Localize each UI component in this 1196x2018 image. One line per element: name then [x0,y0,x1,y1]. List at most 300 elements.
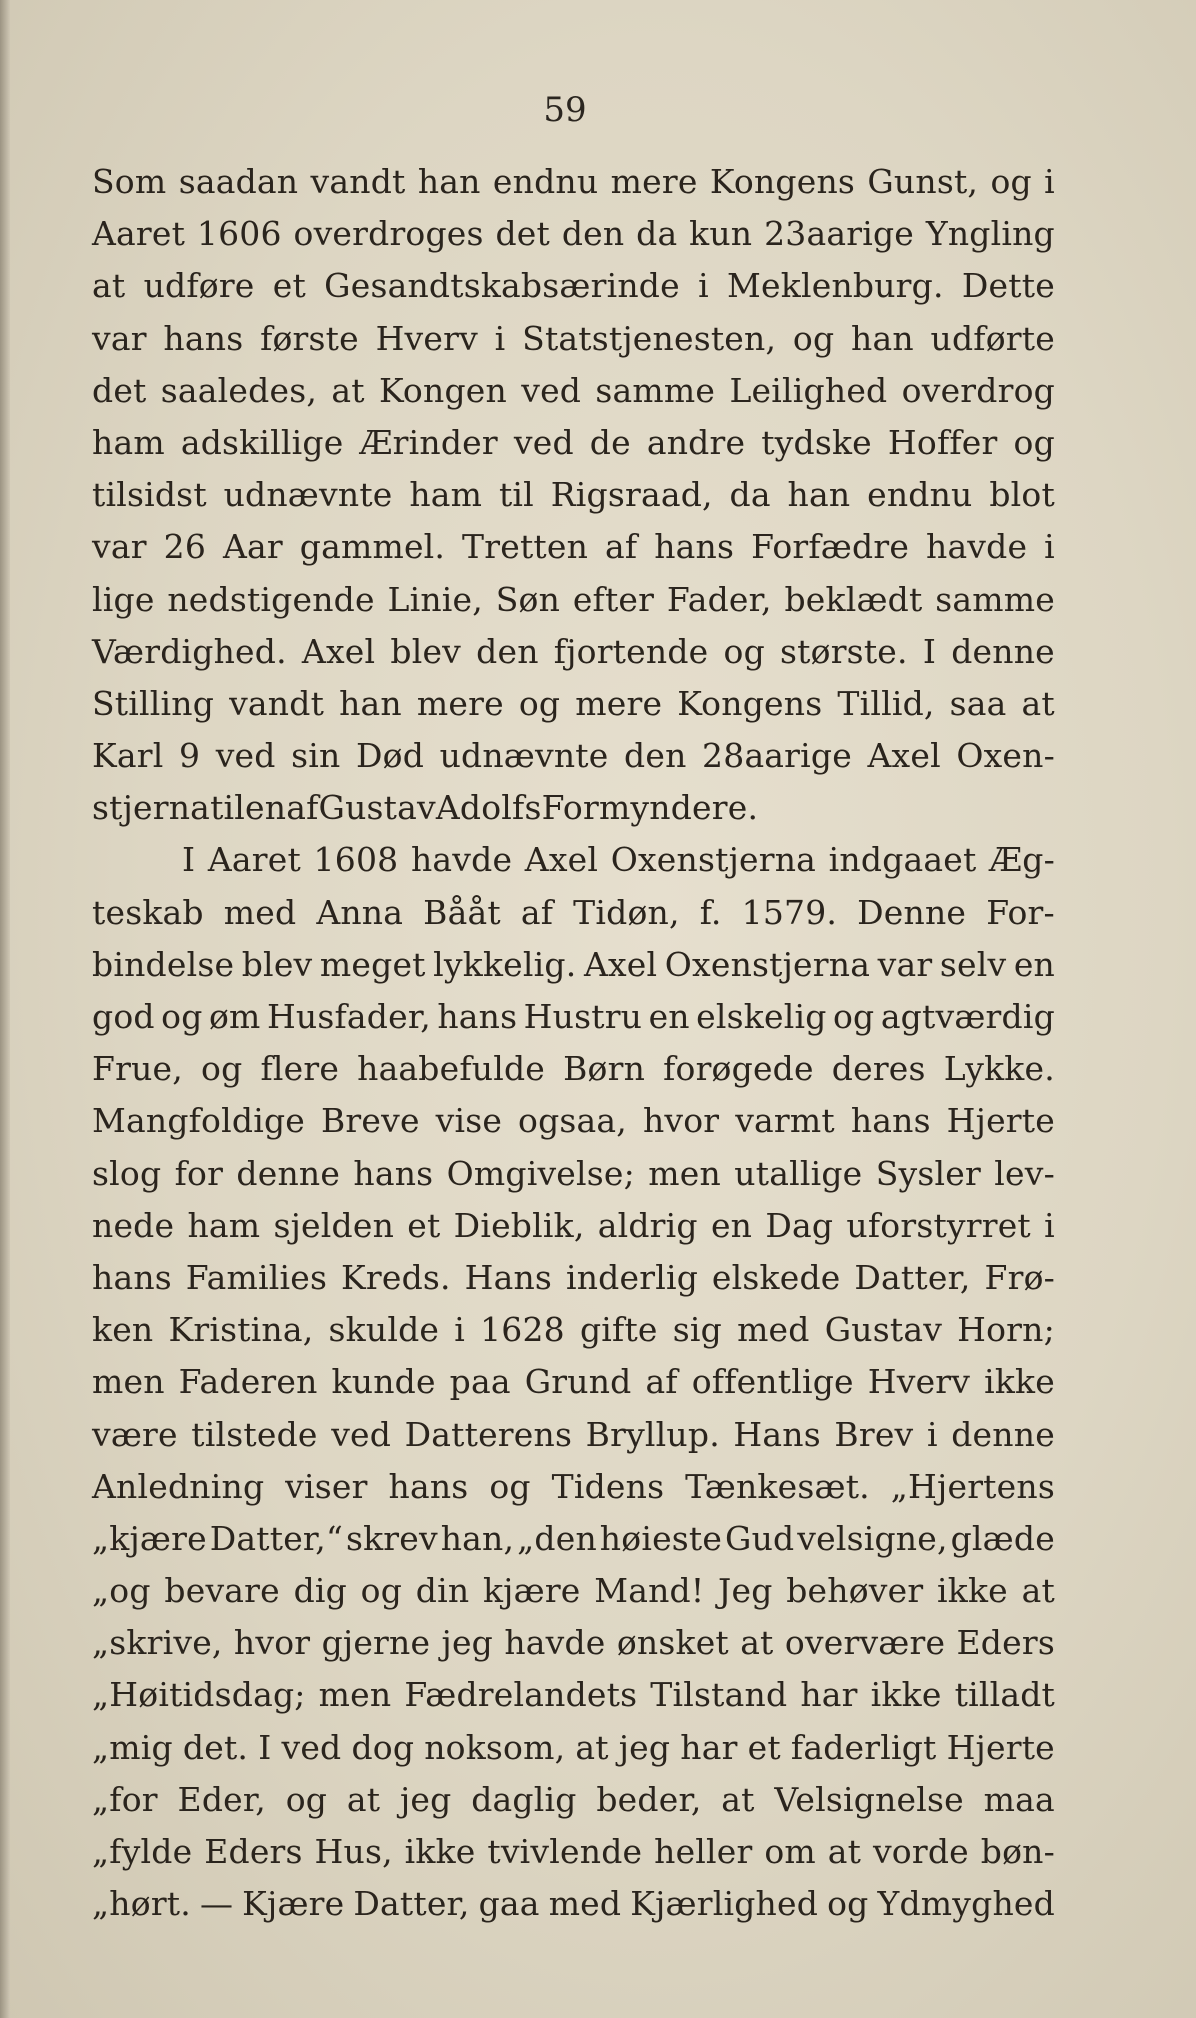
word: han [417,162,481,201]
word: at [1021,683,1055,723]
word: i [1044,162,1055,201]
word: 1628 [480,1310,565,1350]
word: ham [187,1205,261,1245]
word: slog [92,1153,162,1193]
word: faderligt [790,1727,937,1767]
word: og [161,997,203,1036]
word: han [851,318,914,358]
word: „for [92,1779,158,1819]
word: Statstjenesten, [522,318,777,358]
word: Værdighed. [92,631,287,671]
word: hans [850,1101,931,1141]
word: ved [281,1727,342,1767]
word: men [92,1362,165,1402]
word: efter [572,579,655,619]
word: Anna [316,892,404,932]
word: hans [163,318,244,358]
word: — [199,1884,234,1924]
word: at [1021,1571,1055,1611]
word: Dag [765,1205,834,1245]
word: og [518,683,561,723]
word: Gustav [824,1310,943,1350]
word: din [415,1571,470,1611]
word: med [548,1884,622,1924]
word: Aaret [207,840,301,880]
word: og [1013,422,1055,462]
word: Datter,“ [209,1518,344,1558]
word: han [339,683,402,723]
word: udførte [930,318,1055,358]
word: en [710,1205,753,1245]
word: ham [409,475,483,515]
word: at [346,1779,381,1819]
word: og [360,1571,403,1611]
word: Adolfs [435,788,542,828]
word: det [495,214,550,254]
word: i [1044,527,1055,567]
word: Axel [867,736,941,776]
word: I [182,840,196,880]
word: blev [390,631,462,671]
word: af [520,892,554,932]
word: hans [654,527,735,567]
word: inderlig [565,1257,699,1297]
text-line [92,1565,1055,1617]
word: jeg [399,1779,452,1819]
word: sin [291,736,341,776]
text-line [92,1409,1055,1461]
word: Eder, [177,1779,266,1819]
word: at [331,370,365,410]
word: vandt [310,162,406,201]
word: med [737,1310,810,1350]
word: 28aarige [702,736,852,776]
word: det. [182,1727,249,1767]
word: første [260,318,359,358]
text-line [92,1669,1055,1721]
word: ogsaa, [518,1101,627,1141]
page-number: 59 [543,90,587,130]
word: 1608 [313,840,399,880]
word: denne [951,631,1055,671]
word: elskede [711,1257,841,1297]
word: og [285,1779,328,1819]
word: beder, [596,1779,702,1819]
word: af [286,788,319,828]
word: at [575,1727,609,1767]
word: og [792,318,835,358]
text-line [92,365,1055,417]
word: bindelse [92,944,235,984]
word: Datter, [854,1257,971,1297]
text-line [92,1826,1055,1878]
word: et [747,1727,781,1767]
word: hans [92,1257,172,1297]
page-edge-shadow [0,0,10,2018]
word: kjære [482,1571,581,1611]
word: udnævnte [223,475,393,515]
word: til [498,475,534,515]
word: Mangfoldige [92,1101,306,1141]
word: men [648,1153,721,1193]
word: har [680,1727,738,1767]
word: vorde [872,1832,969,1871]
word: saadan [178,162,299,201]
word: blev [241,944,313,984]
word: Leilighed [729,370,888,410]
word: at [827,1832,862,1871]
text-line [92,730,1055,782]
word: og [832,997,875,1036]
text-line [92,626,1055,678]
word: adskillige [180,422,344,462]
word: vise [435,1101,503,1141]
word: Fædrelandets [404,1675,638,1715]
word: et [407,1205,441,1245]
word: ved [331,1414,392,1454]
text-line [92,834,1055,886]
word: og [827,1884,869,1924]
word: Tidens [551,1466,665,1506]
word: saa [949,683,1007,723]
word: samme [935,579,1055,619]
word: saaledes, [160,370,318,410]
word: havde [925,527,1028,567]
word: i [926,1414,938,1454]
word: at [721,1779,755,1819]
word: Yngling [925,214,1055,254]
word: Jeg [718,1571,773,1611]
word: Brev [834,1414,914,1454]
word: Denne [857,892,967,932]
word: kunde [331,1362,436,1402]
text-line [92,1200,1055,1252]
word: „skrive, [92,1623,223,1663]
word: Gesandtskabsærinde [324,266,680,306]
word: lykkelig. [433,944,577,984]
word: at [740,1623,774,1663]
word: Linie, [387,579,483,619]
word: til [210,788,246,828]
word: Oxenstjerna [610,840,817,880]
word: Hverv [375,318,478,358]
word: Bååt [423,892,501,932]
word: var [877,944,933,984]
word: mere [416,683,504,723]
word: Kongens [709,162,856,201]
word: Død [355,736,425,776]
word: Stilling [92,683,215,723]
word: f. [699,892,722,932]
word: endnu [867,475,973,515]
word: mere [575,683,663,723]
word: et [272,266,306,306]
word: hvor [642,1101,720,1141]
word: andre [646,422,746,462]
text-line [92,887,1055,939]
word: behøver [786,1571,924,1611]
word: og [489,1466,531,1506]
word: endnu [492,162,599,201]
word: Aaret [92,214,186,254]
word: han [787,475,851,515]
word: en [648,997,690,1036]
word: dog [351,1727,415,1767]
word: Søn [495,579,561,619]
word: for [174,1153,224,1193]
body-text [92,156,1055,1930]
word: den [561,214,625,254]
word: forøgede [663,1049,814,1089]
word: I [922,631,937,671]
word: Husfader, [266,997,431,1036]
word: meget [319,944,426,984]
text-line [92,1461,1055,1513]
word: ved [215,736,276,776]
word: denne [236,1153,341,1193]
word: en [1013,944,1055,984]
word: var [92,527,147,567]
word: hvor [233,1623,311,1663]
word: da [636,214,678,254]
word: sig [672,1310,722,1350]
word: en [245,788,287,828]
word: hans [353,1153,434,1193]
word: udnævnte [439,736,609,776]
text-line [92,1774,1055,1826]
word: gaa [478,1884,540,1924]
word: Børn [563,1049,646,1089]
word: ved [513,422,574,462]
word: „og [92,1571,151,1611]
text-line [92,1617,1055,1669]
word: jeg [441,1623,494,1663]
word: Forfædre [751,527,910,567]
word: varmt [735,1101,835,1141]
word: „kjære [92,1518,207,1558]
word: „fylde [92,1832,193,1871]
word: høieste [599,1518,723,1558]
word: denne [951,1414,1055,1454]
word: havde [410,840,513,880]
text-line [92,208,1055,260]
word: Faderen [178,1362,318,1402]
word: var [92,318,147,358]
word: Hans [464,1257,553,1297]
word: Fader, [666,579,772,619]
text-line [92,1148,1055,1200]
word: udføre [143,266,255,306]
text-line [92,939,1055,991]
word: gjerne [321,1623,431,1663]
word: de [589,422,631,462]
word: overvære [784,1623,946,1663]
word: af [605,527,638,567]
text-line [92,1878,1055,1930]
word: i [494,318,506,358]
word: Tretten [462,527,589,567]
word: 9 [178,736,201,776]
word: Dieblik, [453,1205,585,1245]
word: hans [437,997,518,1036]
word: den [624,736,687,776]
word: det [92,370,147,410]
word: jeg [618,1727,671,1767]
word: samme [595,370,716,410]
word: 23aarige [764,214,915,254]
word: Mand! [594,1571,705,1611]
word: Meklenburg. [727,266,944,306]
word: skulde [328,1310,440,1350]
word: bevare [164,1571,280,1611]
text-line [92,1722,1055,1774]
text-line [92,417,1055,469]
word: Gunst, [867,162,979,201]
text-line [92,1304,1055,1356]
word: Axel [301,631,376,671]
text-line [92,678,1055,730]
word: viser [285,1466,368,1506]
word: ken [92,1310,154,1350]
word: 26 [163,527,207,567]
text-line [92,313,1055,365]
word: Kjære [242,1884,345,1924]
word: havde [504,1623,606,1663]
word: „Høitidsdag; [92,1675,306,1715]
word: beklædt [784,579,923,619]
word: Datterens [404,1414,573,1454]
word: Aar [222,527,283,567]
text-line [92,521,1055,573]
word: skrev [345,1518,438,1558]
word: i [698,266,709,306]
word: med [223,892,297,932]
word: dig [293,1571,347,1611]
word: og [990,162,1032,201]
word: Formyndere. [541,788,759,828]
word: uforstyrret [846,1205,1031,1245]
word: Oxenstjerna [664,944,871,984]
word: I [258,1727,272,1767]
word: god [92,997,155,1036]
word: stjerna [92,788,211,828]
word: tydske [761,422,872,462]
text-line [92,1043,1055,1095]
word: haabefulde [357,1049,546,1089]
word: ønsket [616,1623,729,1663]
word: af [645,1362,678,1402]
word: „hørt. [92,1884,191,1924]
word: Families [185,1257,328,1297]
text-line [92,1356,1055,1408]
word: Frue, [92,1049,183,1089]
word: For- [986,892,1055,932]
word: at [92,266,126,306]
word: gifte [579,1310,658,1350]
word: vandt [229,683,325,723]
word: være [92,1414,178,1454]
word: i [1044,1205,1055,1245]
text-line [92,991,1055,1043]
word: bøn- [980,1832,1055,1871]
word: Axel [524,840,599,880]
word: ham [92,422,165,462]
text-line [92,156,1055,208]
word: Gustav [318,788,436,828]
word: Oxen- [956,736,1055,776]
word: 1606 [196,214,282,254]
word: hans [388,1466,469,1506]
word: ved [521,370,582,410]
word: Anledning [92,1466,265,1506]
word: tvivlende [487,1832,643,1871]
word: Frø- [984,1257,1055,1297]
word: nede [92,1205,175,1245]
word: overdrog [901,370,1055,410]
word: Karl [92,736,164,776]
word: tilstede [191,1414,318,1454]
text-line [92,1252,1055,1304]
word: Kongen [378,370,507,410]
word: velsigne, [797,1518,948,1558]
word: og [201,1049,243,1089]
word: største. [780,631,908,671]
word: daglig [471,1779,577,1819]
word: Kjærlighed [630,1884,819,1924]
word: heller [654,1832,753,1871]
word: tilsidst [92,475,207,515]
word: elskelig [696,997,827,1036]
text-line [92,1513,1055,1565]
word: Tilstand [650,1675,788,1715]
text-line [92,469,1055,521]
word: offentlige [691,1362,854,1402]
word: sjelden [273,1205,395,1245]
word: lev- [994,1153,1055,1193]
word: „mig [92,1727,173,1767]
word: Kongens [677,683,823,723]
word: ikke [984,1362,1055,1402]
word: og [723,631,765,671]
word: Hustru [523,997,643,1036]
word: nedstigende [167,579,375,619]
word: da [729,475,771,515]
word: 1579. [741,892,838,932]
word: men [318,1675,392,1715]
word: Axel [583,944,658,984]
word: Sysler [875,1153,981,1193]
word: „Hjertens [890,1466,1055,1506]
word: Æg- [989,840,1055,880]
text-line [92,574,1055,626]
text-line [92,1095,1055,1147]
word: teskab [92,892,204,932]
word: Hans [733,1414,821,1454]
word: Kristina, [168,1310,314,1350]
word: øm [208,997,261,1036]
word: Kreds. [341,1257,451,1297]
word: agtværdig [880,997,1055,1036]
word: fjortende [553,631,709,671]
word: gammel. [299,527,446,567]
word: Eders [956,1623,1055,1663]
word: Lykke. [943,1049,1055,1089]
word: blot [989,475,1055,515]
word: den [476,631,539,671]
word: maa [983,1779,1055,1819]
text-line [92,260,1055,312]
word: Ærinder [359,422,498,462]
